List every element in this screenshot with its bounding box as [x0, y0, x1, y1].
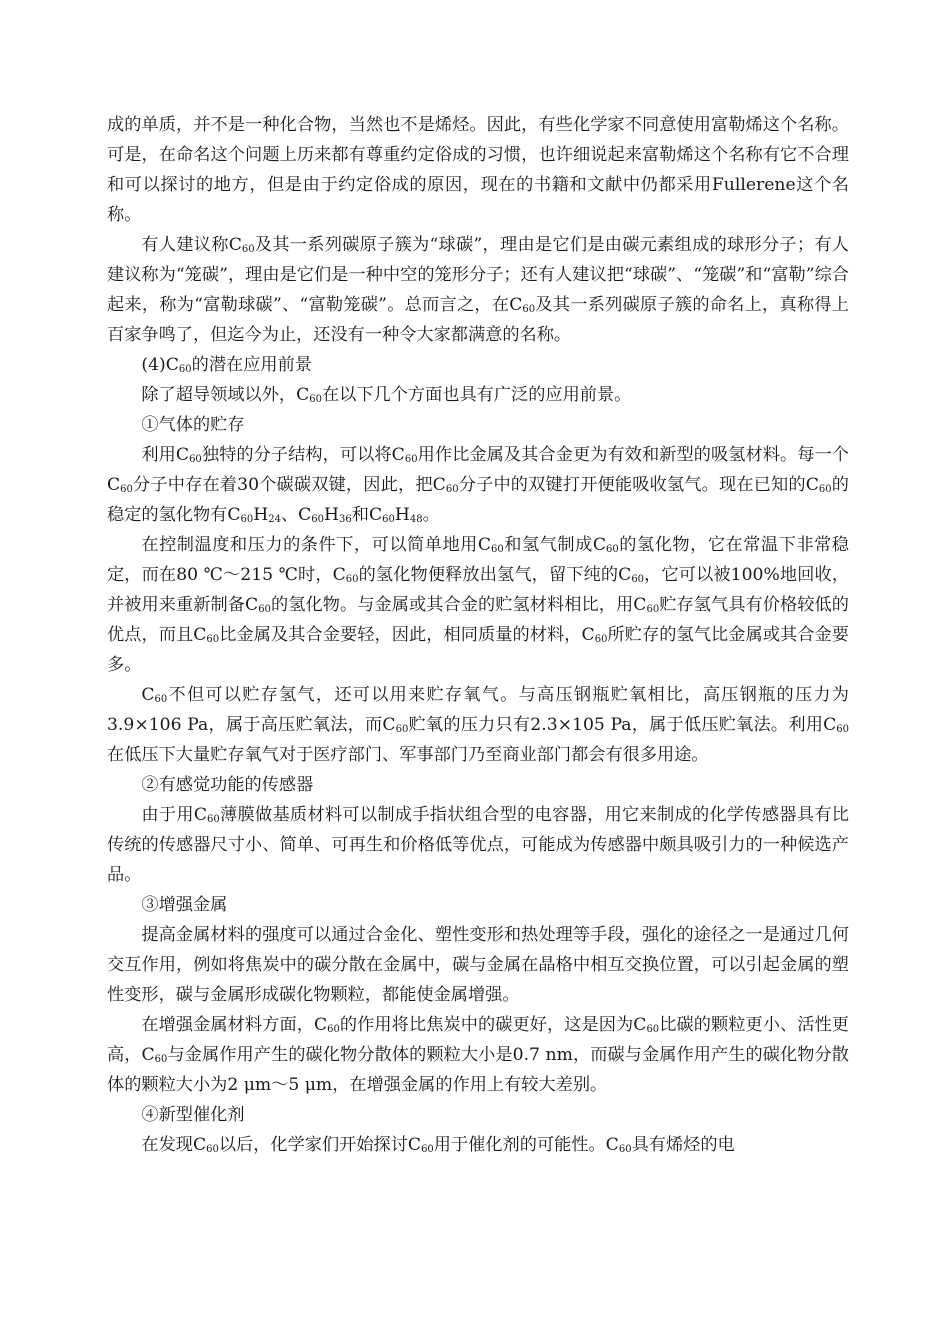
paragraph: $C_{60}$不但可以贮存氢气，还可以用来贮存氧气。与高压钢瓶贮氧相比，高压钢瓶的压力为3.9×106 Pa，属于高压贮氧法，而$C_{60}$贮氧的压力只有2.3×105 Pa，属于低压贮氧法。利用$C_{60}$在低压下大量贮存氧气对于医疗部门、军事部门乃至商业部门都会有很多用途。	[107, 685, 849, 765]
paragraph: ③增强金属	[141, 895, 228, 915]
paragraph: 在发现$C_{60}$以后，化学家们开始探讨$C_{60}$用于催化剂的可能性。$C_{60}$具有烯烃的电	[141, 1135, 735, 1155]
paragraph: ①气体的贮存	[141, 415, 245, 435]
paragraph: 在控制温度和压力的条件下，可以简单地用$C_{60}$和氢气制成$C_{60}$的氢化物，它在常温下非常稳定，而在80 ℃～215 ℃时，$C_{60}$的氢化物便释放出氢气，留下纯的$C_{60}$，它可以被100%地回收，并被用来重新制备$C_{60}$的氢化物。与金属或其合金的贮氢材料相比，用$C_{60}$贮存氢气具有价格较低的优点，而且$C_{60}$比金属及其合金要轻，因此，相同质量的材料，$C_{60}$所贮存的氢气比金属或其合金要多。	[107, 535, 850, 675]
paragraph: 在增强金属材料方面，$C_{60}$的作用将比焦炭中的碳更好，这是因为$C_{60}$比碳的颗粒更小、活性更高，$C_{60}$与金属作用产生的碳化物分散体的颗粒大小是0.7 nm，而碳与金属作用产生的碳化物分散体的颗粒大小为2 μm～5 μm，在增强金属的作用上有较大差别。	[107, 1015, 849, 1095]
paragraph: 由于用$C_{60}$薄膜做基质材料可以制成手指状组合型的电容器，用它来制成的化学传感器具有比传统的传感器尺寸小、简单、可再生和价格低等优点，可能成为传感器中颇具吸引力的一种候选产品。	[107, 805, 849, 885]
paragraph: 有人建议称$C_{60}$及其一系列碳原子簇为“球碳”，理由是它们是由碳元素组成的球形分子；有人建议称为“笼碳”，理由是它们是一种中空的笼形分子；还有人建议把“球碳”、“笼碳”和“富勒”综合起来，称为“富勒球碳”、“富勒笼碳”。总而言之，在$C_{60}$及其一系列碳原子簇的命名上，真称得上百家争鸣了，但迄今为止，还没有一种令大家都满意的名称。	[107, 235, 849, 345]
paragraph: ②有感觉功能的传感器	[141, 775, 314, 795]
paragraph: ④新型催化剂	[141, 1105, 245, 1125]
paragraph: 提高金属材料的强度可以通过合金化、塑性变形和热处理等手段，强化的途径之一是通过几何交互作用，例如将焦炭中的碳分散在金属中，碳与金属在晶格中相互交换位置，可以引起金属的塑性变形，碳与金属形成碳化物颗粒，都能使金属增强。	[107, 925, 849, 1005]
paragraph: 利用$C_{60}$独特的分子结构，可以将$C_{60}$用作比金属及其合金更为有效和新型的吸氢材料。每一个$C_{60}$分子中存在着30个碳碳双键，因此，把$C_{60}$分子中的双键打开便能吸收氢气。现在已知的$C_{60}$的稳定的氢化物有$C_{60}H_{24}$、$C_{60}H_{36}$和$C_{60}H_{48}$。	[107, 445, 849, 525]
document-page	[107, 110, 849, 1160]
paragraph: $(4)C_{60}$的潜在应用前景	[141, 355, 312, 375]
paragraph: 除了超导领域以外，$C_{60}$在以下几个方面也具有广泛的应用前景。	[141, 385, 632, 405]
paragraph: 成的单质，并不是一种化合物，当然也不是烯烃。因此，有些化学家不同意使用富勒烯这个名称。可是，在命名这个问题上历来都有尊重约定俗成的习惯，也许细说起来富勒烯这个名称有它不合理和可以探讨的地方，但是由于约定俗成的原因，现在的书籍和文献中仍都采用Fullerene这个名称。	[107, 115, 849, 225]
